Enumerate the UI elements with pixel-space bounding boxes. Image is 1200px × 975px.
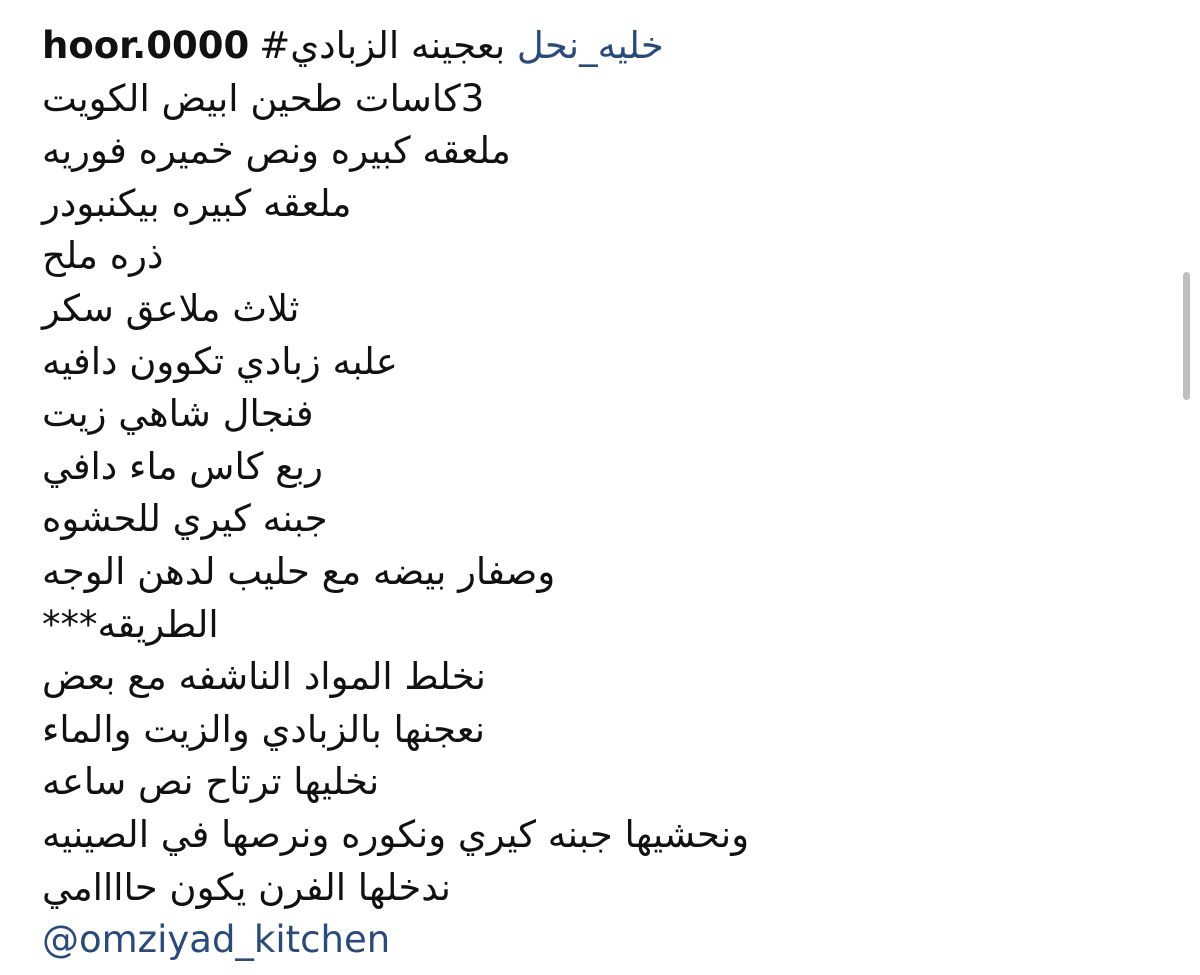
recipe-line: الطريقه***: [42, 602, 219, 646]
username-link[interactable]: hoor.0000: [42, 24, 250, 67]
recipe-line: وصفار بيضه مع حليب لدهن الوجه: [42, 549, 556, 593]
mention-line: [42, 914, 1142, 967]
recipe-line: ربع كاس ماء دافي: [42, 444, 323, 488]
caption-title: بعجينه الزبادي#: [259, 24, 506, 67]
recipe-line: علبه زبادي تكوون دافيه: [42, 339, 398, 383]
recipe-line: 3كاسات طحين ابيض الكويت: [42, 76, 485, 120]
recipe-line: نخليها ترتاح نص ساعه: [42, 760, 380, 804]
recipe-line: فنجال شاهي زيت: [42, 392, 314, 436]
post-caption: [42, 20, 1142, 967]
vertical-scrollbar[interactable]: [1183, 272, 1190, 400]
recipe-line: ثلاث ملاعق سكر: [42, 286, 300, 330]
recipe-line: نخلط المواد الناشفه مع بعض: [42, 655, 486, 699]
hashtag-link[interactable]: خليه_نحل: [516, 24, 664, 67]
recipe-line: ذره ملح: [42, 234, 164, 278]
caption-header-line: [42, 20, 1142, 73]
recipe-line: جبنه كيري للحشوه: [42, 497, 328, 541]
recipe-line: نعجنها بالزبادي والزيت والماء: [42, 707, 486, 751]
recipe-line: ملعقه كبيره بيكنبودر: [42, 181, 352, 225]
recipe-line: ملعقه كبيره ونص خميره فوريه: [42, 129, 511, 173]
recipe-line: ونحشيها جبنه كيري ونكوره ونرصها في الصينيه: [42, 812, 750, 856]
recipe-line: ندخلها الفرن يكون حاااامي: [42, 865, 451, 909]
mention-link[interactable]: @omziyad_kitchen: [42, 918, 391, 962]
